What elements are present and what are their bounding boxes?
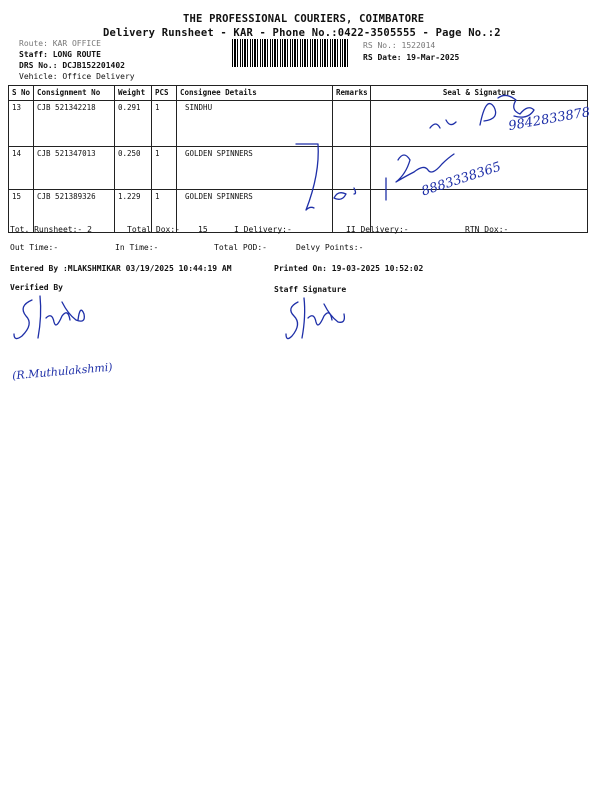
company-title: THE PROFESSIONAL COURIERS, COIMBATORE [183,13,425,25]
cell-sno: 13 [9,101,34,147]
cell-consignment: CJB 521389326 [34,190,115,233]
col-seal-signature: Seal & Signature [371,86,588,101]
rtn-dox: RTN Dox:- [465,225,509,234]
total-dox-value: 15 [198,225,208,234]
cell-pcs: 1 [152,147,177,190]
cell-consignee: SINDHU [177,101,333,147]
entered-by: Entered By :MLAKSHMIKAR 03/19/2025 10:44:19 AM [10,264,232,273]
col-sno: S No [9,86,34,101]
ii-delivery: II Delivery:- [346,225,409,234]
handwritten-phone-1: 9842833878 [507,104,592,135]
total-pod: Total POD:- [214,243,267,252]
cell-consignee: GOLDEN SPINNERS [177,190,333,233]
cell-consignment: CJB 521347013 [34,147,115,190]
total-dox-label: Total Dox:- [127,225,180,234]
cell-weight: 0.250 [115,147,152,190]
col-weight: Weight [115,86,152,101]
cell-weight: 0.291 [115,101,152,147]
handwritten-phone-2: 8883338365 [419,159,504,200]
cell-consignment: CJB 521342218 [34,101,115,147]
staff-signature-label: Staff Signature [274,285,347,294]
vehicle-label: Vehicle: Office Delivery [19,72,135,81]
rs-date: RS Date: 19-Mar-2025 [363,53,460,62]
cell-sno: 14 [9,147,34,190]
handwritten-name: (R.Muthulakshmi) [11,360,114,383]
in-time: In Time:- [115,243,159,252]
delvy-points: Delvy Points:- [296,243,364,252]
verified-by-label: Verified By [10,283,63,292]
col-pcs: PCS [152,86,177,101]
cell-pcs: 1 [152,101,177,147]
printed-on: Printed On: 19-03-2025 10:52:02 [274,264,424,273]
barcode-image [232,39,350,67]
cell-weight: 1.229 [115,190,152,233]
rs-number: RS No.: 1522014 [363,41,436,50]
route-label: Route: KAR OFFICE [19,39,101,48]
cell-sno: 15 [9,190,34,233]
col-remarks: Remarks [333,86,371,101]
staff-label: Staff: LONG ROUTE [19,50,101,59]
runsheet-subtitle: Delivery Runsheet - KAR - Phone No.:0422-3505555 - Page No.:2 [103,27,501,39]
cell-consignee: GOLDEN SPINNERS [177,147,333,190]
verified-signature [10,292,100,352]
out-time: Out Time:- [10,243,59,252]
col-consignee: Consignee Details [177,86,333,101]
cell-pcs: 1 [152,190,177,233]
tot-runsheet: Tot. Runsheet:- 2 [10,225,92,234]
col-consignment: Consignment No [34,86,115,101]
drs-number: DRS No.: DCJB152201402 [19,61,125,70]
staff-signature [280,296,360,352]
i-delivery: I Delivery:- [234,225,292,234]
